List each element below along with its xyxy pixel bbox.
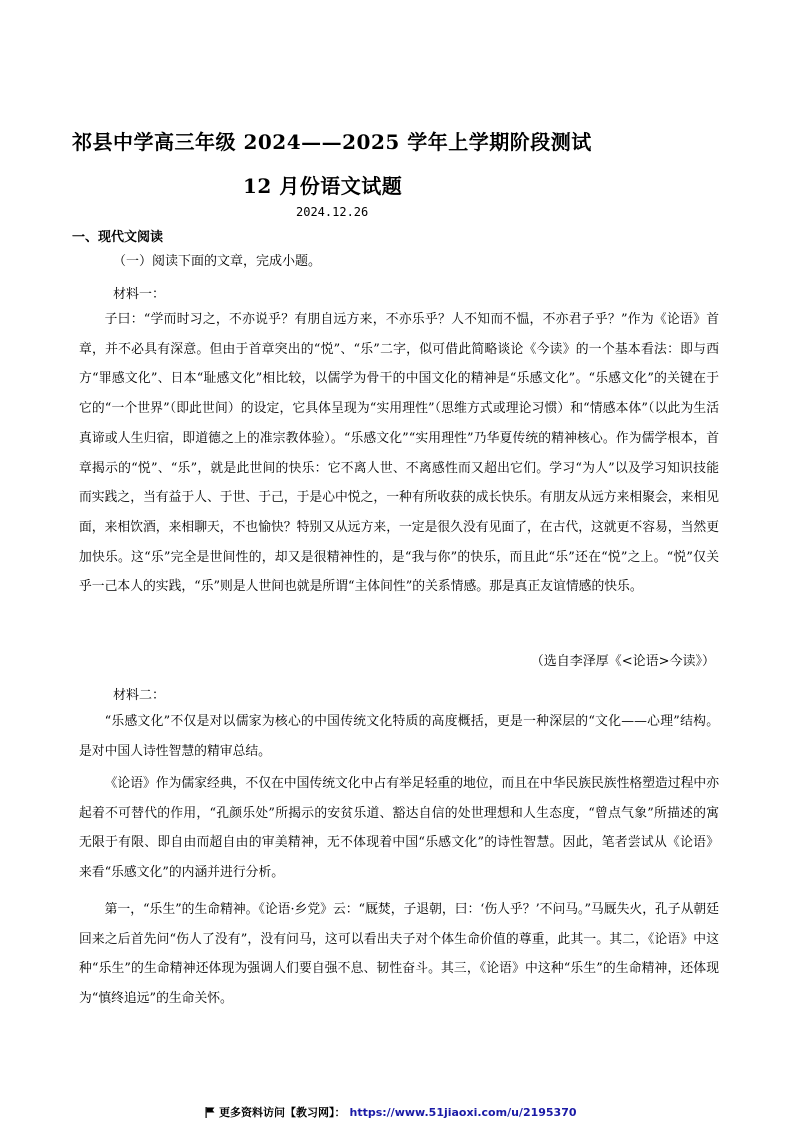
footer: [205, 1104, 577, 1120]
section-heading: 一、现代文阅读: [72, 230, 164, 245]
footer-link[interactable]: https://www.51jiaoxi.com/u/2195370: [349, 1105, 577, 1119]
exam-title: 祁县中学高三年级 2024——2025 学年上学期阶段测试: [72, 130, 592, 154]
material-one-source: （选自李泽厚《<论语>今读》）: [530, 654, 715, 669]
exam-date: 2024.12.26: [296, 205, 369, 219]
material-two-paragraph-2: 《论语》作为儒家经典，不仅在中国传统文化中占有举足轻重的地位，而且在中华民族民族性格塑造过程中亦起着不可替代的作用，“孔颜乐处”所揭示的安贫乐道、豁达自信的处世理想和人生态度，“曾点气象”所描述的寓无限于有限、即自由而超自由的审美精神，无不体现着中国“乐感文化”的诗性智慧。因此，笔者尝试从《论语》来看“乐感文化”的内涵并进行分析。: [79, 776, 719, 881]
material-two-paragraph-3: 第一，“乐生”的生命精神。《论语·乡党》云：“厩焚，子退朝，曰：‘伤人乎？’不问马。”马厩失火，孔子从朝廷回来之后首先问“伤人了没有”，没有问马，这可以看出夫子对个体生命价值的尊重，此其一。其二，《论语》中这种“乐生”的生命精神还体现为强调人们要自强不息、韧性奋斗。其三，《论语》中这种“乐生”的生命精神，还体现为“慎终追远”的生命关怀。: [79, 902, 719, 1007]
material-one-paragraph: 子曰：“学而时习之，不亦说乎？有朋自远方来，不亦乐乎？人不知而不愠，不亦君子乎？”作为《论语》首章，并不必具有深意。但由于首章突出的“悦”、“乐”二字，似可借此简略谈论《今读》的一个基本看法：即与西方“罪感文化”、日本“耻感文化”相比较，以儒学为骨干的中国文化的精神是“乐感文化”。“乐感文化”的关键在于它的“一个世界”（即此世间）的设定，它具体呈现为“实用理性”（思维方式或理论习惯）和“情感本体”（以此为生活真谛或人生归宿，即道德之上的准宗教体验）。“乐感文化”“实用理性”乃华夏传统的精神核心。作为儒学根本，首章揭示的“悦”、“乐”，就是此世间的快乐：它不离人世、不离感性而又超出它们。学习“为人”以及学习知识技能而实践之，当有益于人、于世、于己，于是心中悦之，一种有所收获的成长快乐。有朋友从远方来相聚会，来相见面，来相饮酒，来相聊天，不也愉快？特别又从远方来，一定是很久没有见面了，在古代，这就更不容易，当然更加快乐。这“乐”完全是世间性的，却又是很精神性的，是“我与你”的快乐，而且此“乐”还在“悦”之上。“悦”仅关乎一己本人的实践，“乐”则是人世间也就是所谓“主体间性”的关系情感。那是真正友谊情感的快乐。: [79, 312, 719, 595]
material-two-label: 材料二：: [113, 688, 166, 703]
material-one-label: 材料一：: [113, 287, 166, 302]
section-instruction: （一）阅读下面的文章，完成小题。: [113, 254, 322, 269]
material-two-paragraph-1: “乐感文化”不仅是对以儒家为核心的中国传统文化特质的高度概括，更是一种深层的“文化——心理”结构。是对中国人诗性智慧的精审总结。: [79, 714, 719, 759]
exam-subtitle: 12 月份语文试题: [243, 174, 403, 198]
footer-text: 更多资料访问【教习网】：: [219, 1106, 346, 1119]
flag-icon: [205, 1107, 215, 1118]
